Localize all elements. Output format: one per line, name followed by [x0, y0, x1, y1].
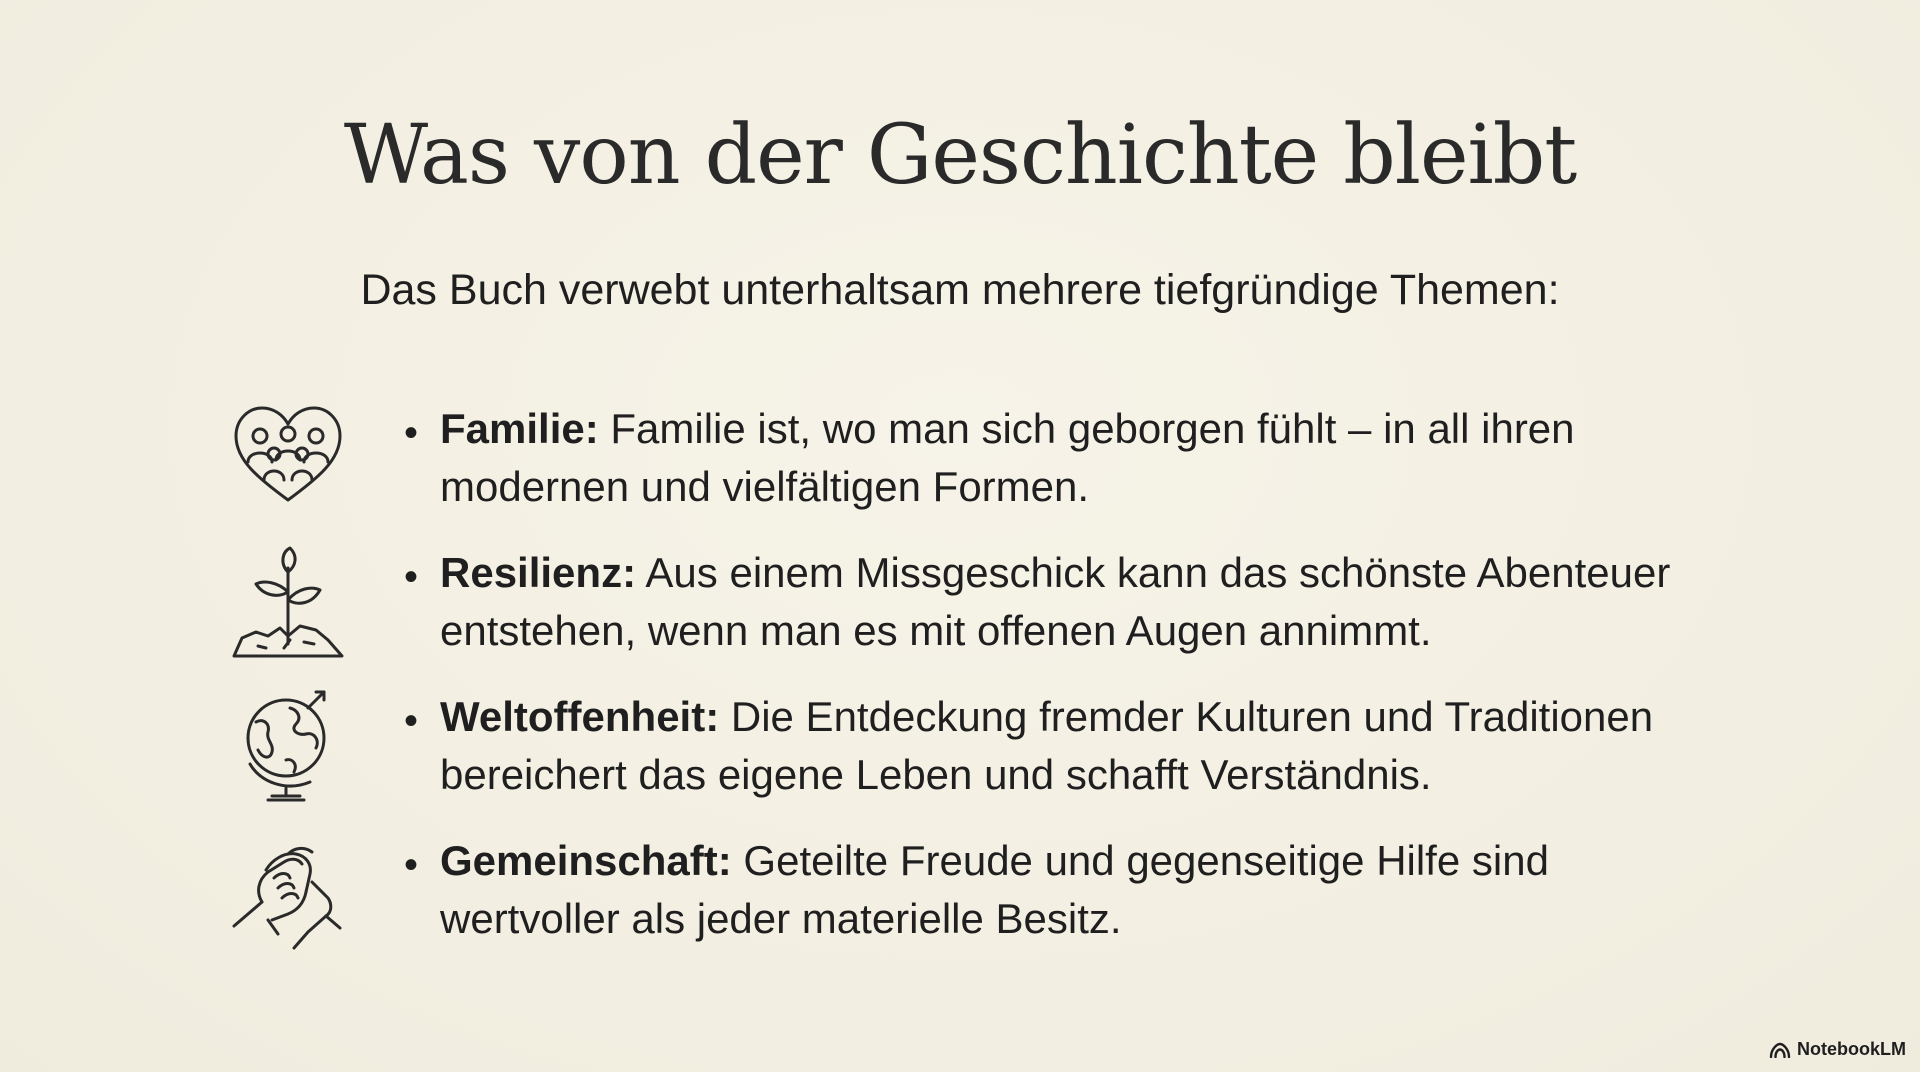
slide-subtitle: Das Buch verwebt unterhaltsam mehrere tiefgründige Themen: [360, 266, 1560, 314]
theme-term: Resilienz: [440, 549, 637, 596]
theme-term: Familie: [440, 405, 599, 452]
slide-title: Was von der Geschichte bleibt [343, 108, 1577, 203]
theme-description: Aus einem Missgeschick kann das schönste Abenteuer entstehen, wenn man es mit offenen Augen annimmt. [440, 549, 1671, 654]
theme-text [440, 832, 1740, 948]
theme-term: Gemeinschaft: [440, 837, 732, 884]
bullet: • [404, 699, 419, 743]
brand-name: NotebookLM [1797, 1039, 1906, 1059]
bullet: • [404, 843, 419, 887]
handshake-icon [228, 832, 348, 952]
theme-description: Geteilte Freude und gegenseitige Hilfe sind wertvoller als jeder materielle Besitz. [440, 837, 1549, 942]
theme-item-gemeinschaft [0, 832, 1920, 972]
bullet: • [404, 555, 419, 599]
theme-item-familie [0, 400, 1920, 540]
notebooklm-logo-icon [1769, 1042, 1791, 1058]
theme-text [440, 400, 1740, 516]
bullet: • [404, 411, 419, 455]
family-heart-icon [228, 400, 348, 520]
theme-text [440, 688, 1740, 804]
sprout-icon [228, 544, 348, 664]
theme-item-resilienz [0, 544, 1920, 684]
theme-description: Die Entdeckung fremder Kulturen und Traditionen bereichert das eigene Leben und schafft Verständnis. [440, 693, 1654, 798]
globe-icon [228, 688, 348, 808]
notebooklm-branding [1769, 1039, 1906, 1060]
theme-text [440, 544, 1740, 660]
theme-description: Familie ist, wo man sich geborgen fühlt – in all ihren modernen und vielfältigen Formen. [440, 405, 1575, 510]
theme-term: Weltoffenheit: [440, 693, 720, 740]
theme-item-weltoffenheit [0, 688, 1920, 828]
